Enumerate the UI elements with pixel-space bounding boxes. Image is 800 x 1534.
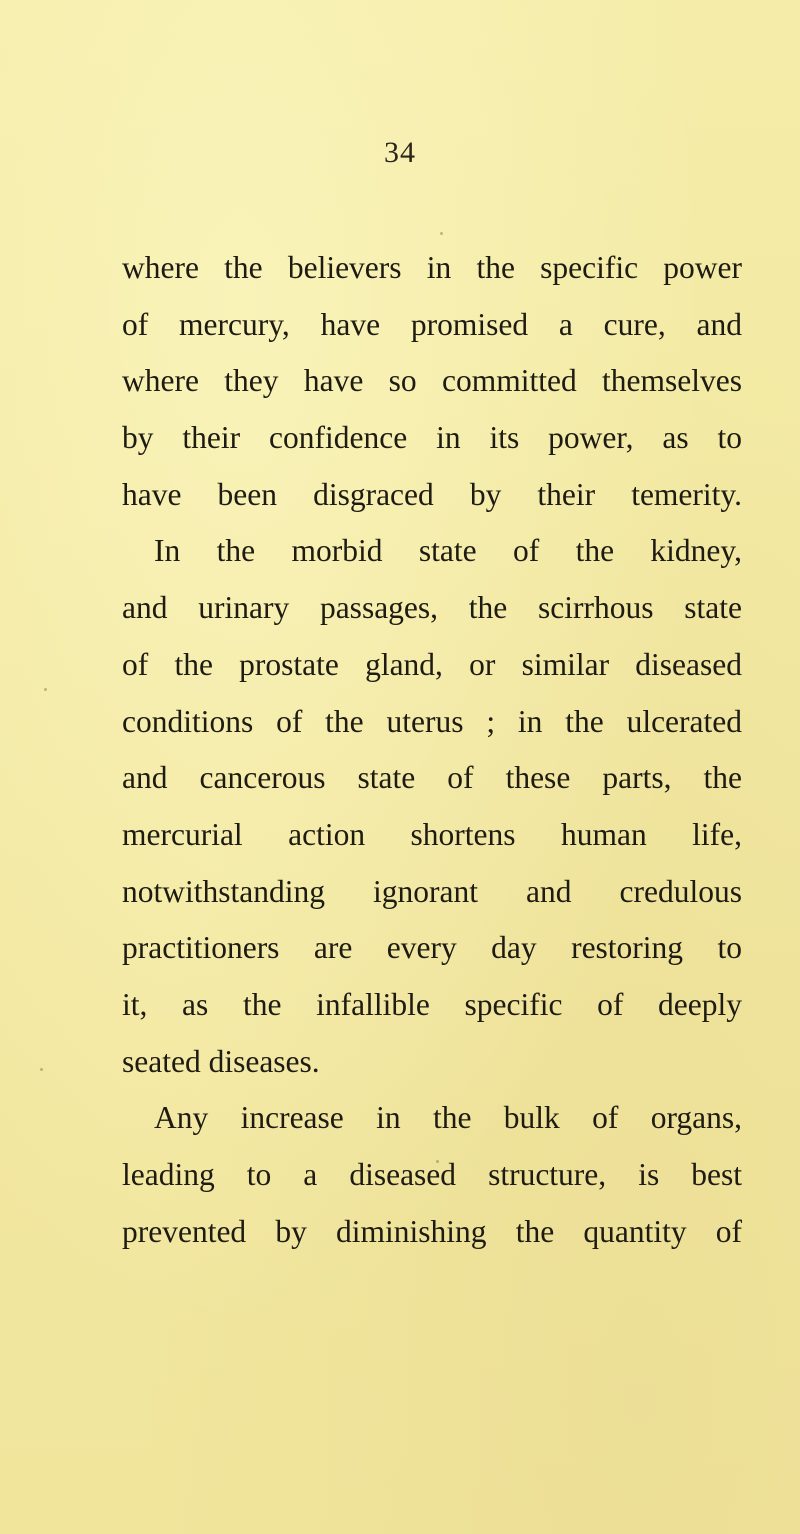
text-line: it, as the infallible specific of deeply bbox=[122, 986, 742, 1022]
text-line: notwithstanding ignorant and credulous bbox=[122, 873, 742, 909]
text-line: conditions of the uterus ; in the ulcerated bbox=[122, 703, 742, 739]
text-line: have been disgraced by their temerity. bbox=[122, 476, 742, 512]
text-line: practitioners are every day restoring to bbox=[122, 930, 742, 966]
text-line: of the prostate gland, or similar diseased bbox=[122, 646, 742, 682]
paragraph-end-line: seated diseases. bbox=[122, 1043, 320, 1079]
paragraph-start-line: Any increase in the bulk of organs, bbox=[154, 1100, 742, 1136]
paper-speck bbox=[40, 1068, 43, 1071]
paper-speck bbox=[44, 688, 47, 691]
text-line: where they have so committed themselves bbox=[122, 363, 742, 399]
paragraph-start-line: In the morbid state of the kidney, bbox=[154, 533, 742, 569]
text-line: and urinary passages, the scirrhous state bbox=[122, 590, 742, 626]
text-line: leading to a diseased structure, is best bbox=[122, 1157, 742, 1192]
page-number: 34 bbox=[384, 136, 416, 169]
text-line: where the believers in the specific power bbox=[122, 250, 742, 285]
body-text bbox=[122, 240, 742, 1260]
text-line: and cancerous state of these parts, the bbox=[122, 760, 742, 796]
text-line: mercurial action shortens human life, bbox=[122, 816, 742, 852]
text-line: of mercury, have promised a cure, and bbox=[122, 306, 742, 342]
paper-speck bbox=[440, 232, 443, 235]
text-line: prevented by diminishing the quantity of bbox=[122, 1213, 742, 1249]
text-line: by their confidence in its power, as to bbox=[122, 420, 742, 456]
